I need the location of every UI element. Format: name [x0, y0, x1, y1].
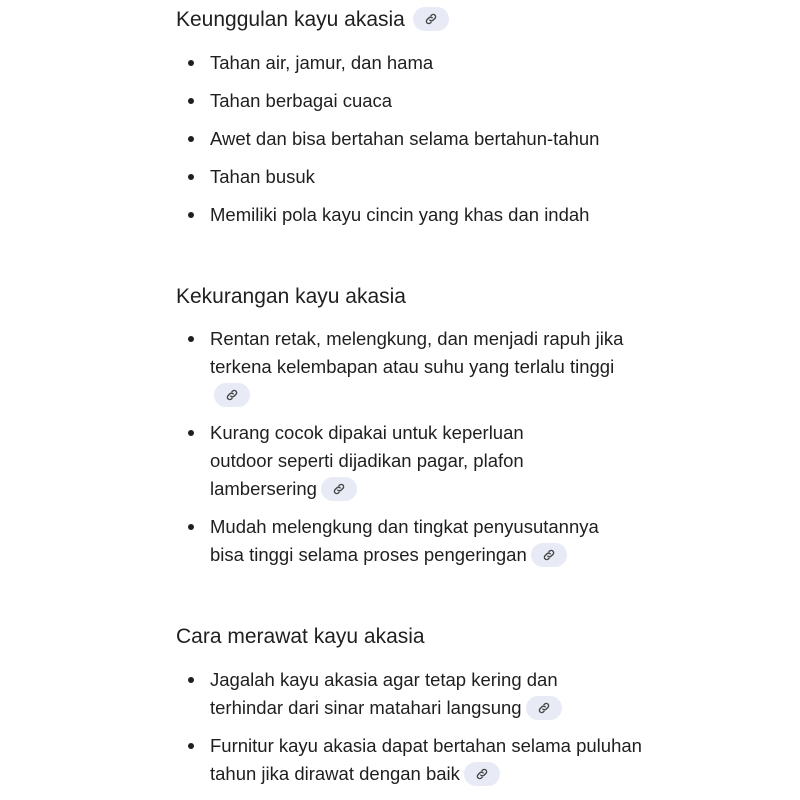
- list-item: Mudah melengkung dan tingkat penyusutannya bisa tinggi selama proses pengeringan: [176, 513, 610, 569]
- list-item: Memiliki pola kayu cincin yang khas dan indah: [176, 201, 636, 229]
- list-item: Kurang cocok dipakai untuk keperluan outdoor seperti dijadikan pagar, plafon lambersering: [176, 419, 570, 503]
- link-icon: [542, 548, 556, 562]
- list-item: Tahan air, jamur, dan hama: [176, 49, 636, 77]
- source-link-chip[interactable]: [413, 7, 449, 31]
- section-title-kekurangan: [176, 283, 406, 311]
- section-title-text: Cara merawat kayu akasia: [176, 625, 425, 648]
- section-title-keunggulan: [176, 6, 449, 34]
- list-item: Furnitur kayu akasia dapat bertahan selama puluhan tahun jika dirawat dengan baik: [176, 732, 650, 788]
- section-title-text: Kekurangan kayu akasia: [176, 285, 406, 308]
- list-keunggulan: [176, 49, 636, 229]
- link-icon: [332, 482, 346, 496]
- source-link-chip[interactable]: [464, 762, 500, 786]
- link-icon: [475, 767, 489, 781]
- source-link-chip[interactable]: [321, 477, 357, 501]
- list-item: Tahan busuk: [176, 163, 636, 191]
- source-link-chip[interactable]: [214, 383, 250, 407]
- list-item: Tahan berbagai cuaca: [176, 87, 636, 115]
- link-icon: [225, 388, 239, 402]
- list-kekurangan: [176, 325, 636, 569]
- source-link-chip[interactable]: [531, 543, 567, 567]
- section-title-cara-merawat: [176, 623, 425, 651]
- list-item: Awet dan bisa bertahan selama bertahun-tahun: [176, 125, 600, 153]
- link-icon: [424, 12, 438, 26]
- list-item: Rentan retak, melengkung, dan menjadi rapuh jika terkena kelembapan atau suhu yang terlalu tinggi: [176, 325, 636, 409]
- source-link-chip[interactable]: [526, 696, 562, 720]
- list-cara-merawat: [176, 666, 642, 788]
- list-item: Jagalah kayu akasia agar tetap kering dan terhindar dari sinar matahari langsung: [176, 666, 630, 722]
- section-title-text: Keunggulan kayu akasia: [176, 8, 405, 31]
- link-icon: [537, 701, 551, 715]
